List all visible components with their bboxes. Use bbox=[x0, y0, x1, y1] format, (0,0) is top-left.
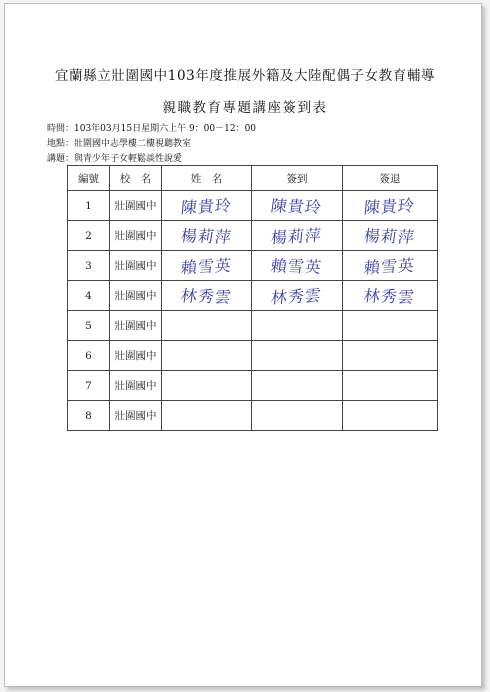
document-subtitle: 親職教育專題講座簽到表 bbox=[162, 100, 328, 116]
row-number: 3 bbox=[68, 251, 110, 281]
row-sign-in bbox=[252, 251, 343, 281]
row-sign-in bbox=[252, 401, 343, 431]
sign-in-table bbox=[67, 165, 438, 431]
row-sign-in bbox=[252, 281, 343, 311]
table-row bbox=[68, 191, 438, 221]
row-sign-in bbox=[252, 221, 343, 251]
row-sign-in bbox=[252, 311, 343, 341]
sign-out-signature: 林秀雲 bbox=[363, 286, 417, 307]
row-name bbox=[162, 191, 252, 221]
table-row bbox=[68, 311, 438, 341]
header-school: 校 名 bbox=[110, 166, 162, 191]
table-row bbox=[68, 221, 438, 251]
name-signature: 陳貴玲 bbox=[180, 195, 233, 218]
row-number: 2 bbox=[68, 221, 110, 251]
table-row bbox=[68, 341, 438, 371]
row-number: 1 bbox=[68, 191, 110, 221]
row-name bbox=[162, 281, 252, 311]
row-school: 壯圍國中 bbox=[110, 401, 162, 431]
row-number: 5 bbox=[68, 311, 110, 341]
row-number: 6 bbox=[68, 341, 110, 371]
sign-in-signature: 林秀雲 bbox=[270, 285, 324, 308]
row-sign-out bbox=[343, 371, 438, 401]
row-sign-in bbox=[252, 191, 343, 221]
row-sign-out bbox=[343, 311, 438, 341]
row-name bbox=[162, 311, 252, 341]
name-signature: 林秀雲 bbox=[179, 286, 234, 307]
row-number: 8 bbox=[68, 401, 110, 431]
row-sign-out bbox=[343, 251, 438, 281]
row-number: 7 bbox=[68, 371, 110, 401]
row-sign-out bbox=[343, 341, 438, 371]
sign-out-signature: 賴雪英 bbox=[363, 255, 417, 278]
sign-in-signature: 賴雪英 bbox=[270, 256, 324, 277]
event-time: 時間：103年03月15日星期六上午 9：00－12：00 bbox=[47, 124, 257, 134]
row-school: 壯圍國中 bbox=[110, 191, 162, 221]
document-title: 宜蘭縣立壯圍國中103年度推展外籍及大陸配偶子女教育輔導 bbox=[54, 68, 436, 84]
header-sign-in: 簽到 bbox=[252, 166, 343, 191]
row-name bbox=[162, 251, 252, 281]
name-signature: 賴雪英 bbox=[180, 255, 233, 278]
table-row bbox=[68, 251, 438, 281]
row-school: 壯圍國中 bbox=[110, 341, 162, 371]
name-signature: 楊莉萍 bbox=[179, 226, 234, 247]
event-place: 地點：壯圍國中志學樓二樓視聽教室 bbox=[47, 139, 192, 149]
sign-out-signature: 陳貴玲 bbox=[363, 195, 417, 218]
header-sign-out: 簽退 bbox=[343, 166, 438, 191]
row-name bbox=[162, 401, 252, 431]
event-topic: 講題：與青少年子女輕鬆談性說愛 bbox=[47, 154, 183, 164]
sign-out-signature: 楊莉萍 bbox=[363, 226, 417, 247]
table-row bbox=[68, 281, 438, 311]
table-row bbox=[68, 401, 438, 431]
table-row bbox=[68, 371, 438, 401]
row-sign-out bbox=[343, 281, 438, 311]
row-school: 壯圍國中 bbox=[110, 221, 162, 251]
row-sign-out bbox=[343, 221, 438, 251]
table-header-row bbox=[68, 166, 438, 191]
row-sign-in bbox=[252, 371, 343, 401]
row-school: 壯圍國中 bbox=[110, 251, 162, 281]
row-sign-out bbox=[343, 401, 438, 431]
row-name bbox=[162, 341, 252, 371]
header-number: 編號 bbox=[68, 166, 110, 191]
row-sign-out bbox=[343, 191, 438, 221]
row-school: 壯圍國中 bbox=[110, 281, 162, 311]
row-number: 4 bbox=[68, 281, 110, 311]
row-school: 壯圍國中 bbox=[110, 371, 162, 401]
sign-in-signature: 陳貴玲 bbox=[270, 196, 324, 217]
row-name bbox=[162, 221, 252, 251]
header-name: 姓 名 bbox=[162, 166, 252, 191]
row-school: 壯圍國中 bbox=[110, 311, 162, 341]
row-sign-in bbox=[252, 341, 343, 371]
row-name bbox=[162, 371, 252, 401]
sign-in-signature: 楊莉萍 bbox=[270, 225, 324, 248]
